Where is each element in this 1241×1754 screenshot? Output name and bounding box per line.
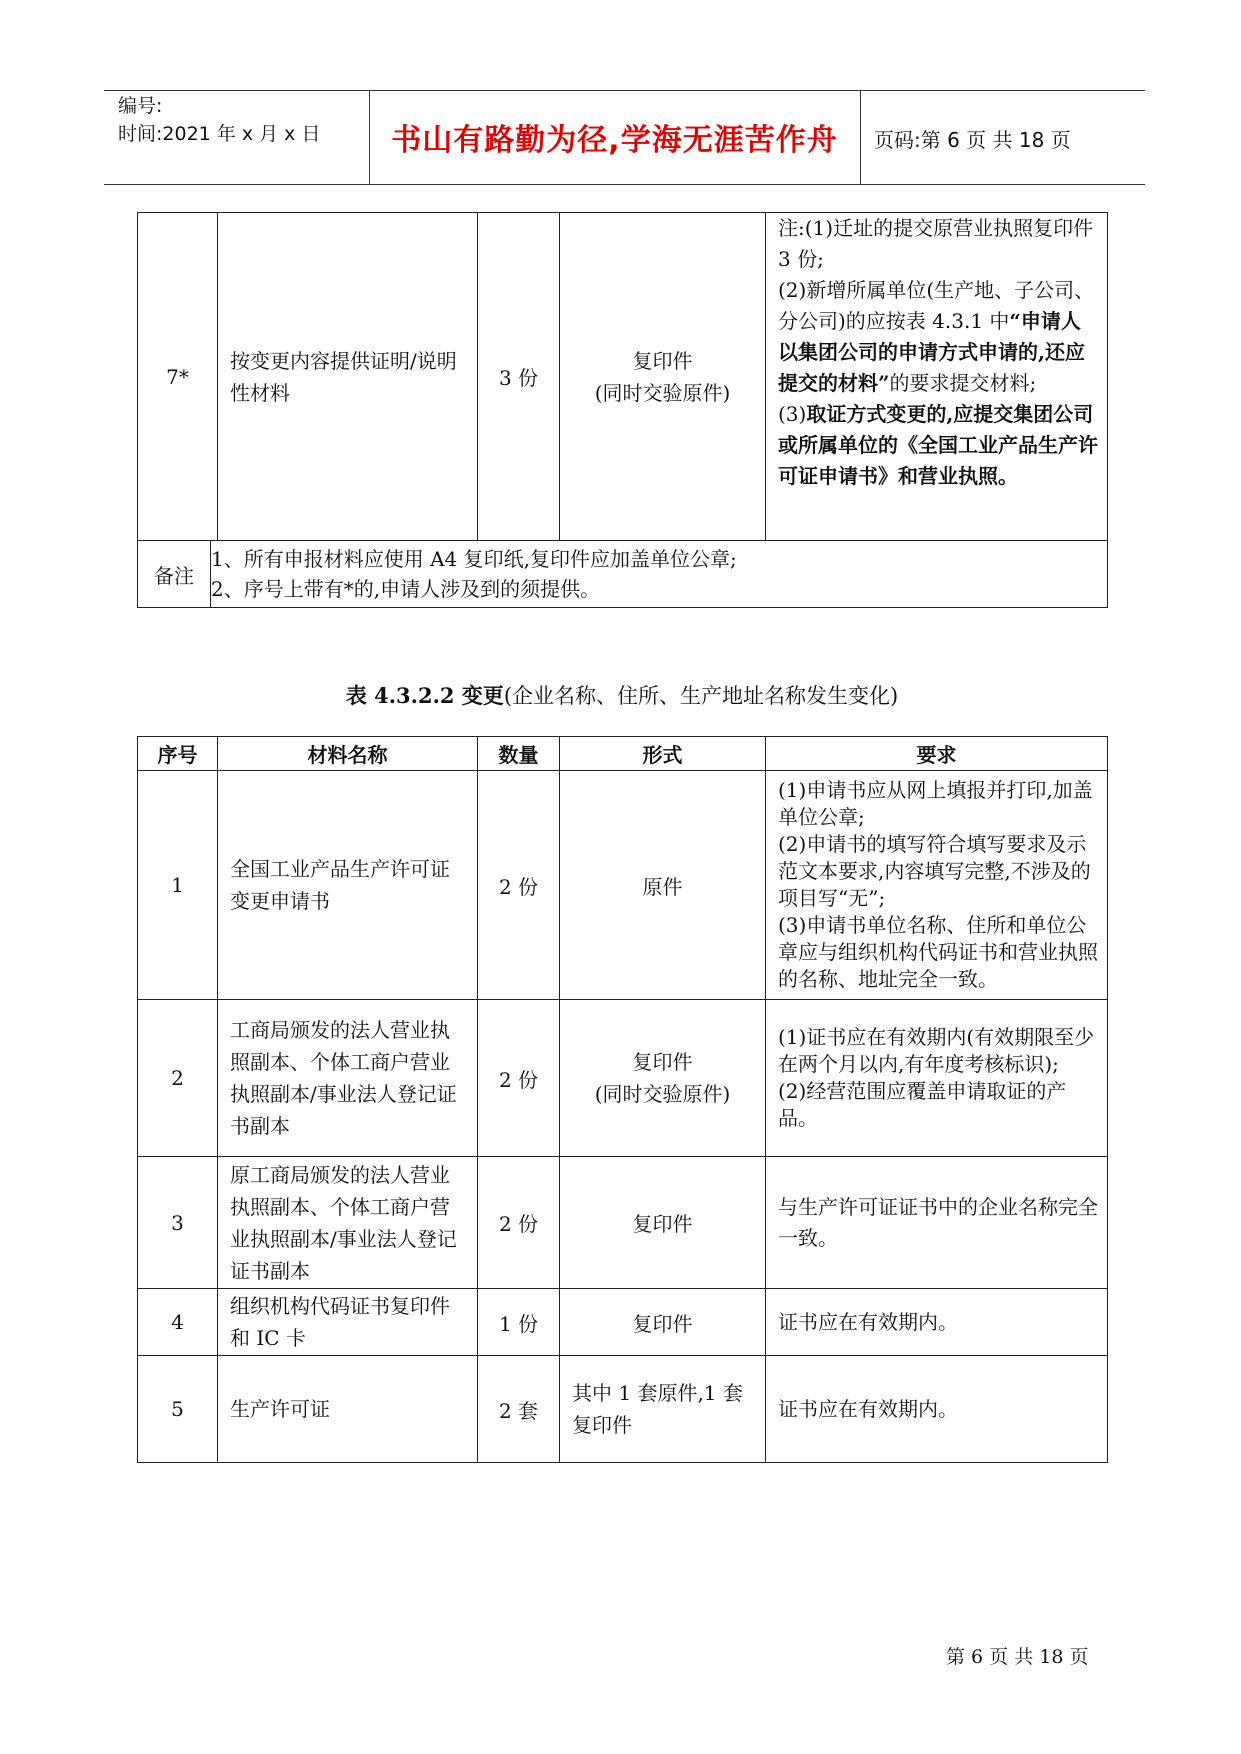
remarks-content — [211, 541, 1108, 608]
material-requirement — [766, 771, 1108, 1000]
header-number: 序号 — [138, 737, 218, 771]
header-bottom-rule — [104, 184, 1145, 185]
header-quantity: 数量 — [478, 737, 560, 771]
table-row — [138, 1289, 1108, 1356]
requirement-paragraph — [778, 399, 1099, 492]
material-name: 工商局颁发的法人营业执照副本、个体工商户营业执照副本/事业法人登记证书副本 — [218, 1000, 478, 1157]
material-requirement — [766, 1356, 1108, 1463]
material-requirement — [766, 1157, 1108, 1289]
header-divider-right — [860, 90, 861, 184]
row-number: 5 — [138, 1356, 218, 1463]
header-page-info: 页码:第 6 页 共 18 页 — [874, 128, 1071, 152]
form-line-1: 复印件 — [632, 348, 693, 373]
remarks-label: 备注 — [138, 541, 211, 608]
document-time-label: 时间:2021 年 x 月 x 日 — [118, 123, 321, 145]
material-form — [560, 213, 766, 541]
requirement-emphasis: 取证方式变更的,应提交集团公司或所属单位的《全国工业产品生产许可证申请书》和营业执照。 — [778, 402, 1098, 488]
material-name: 组织机构代码证书复印件和 IC 卡 — [218, 1289, 478, 1356]
material-quantity: 2 份 — [478, 1000, 560, 1157]
header-material-name: 材料名称 — [218, 737, 478, 771]
table-row — [138, 213, 1108, 541]
material-name: 原工商局颁发的法人营业执照副本、个体工商户营业执照副本/事业法人登记证书副本 — [218, 1157, 478, 1289]
table-row — [138, 1356, 1108, 1463]
requirement-text: (2)新增所属单位(生产地、子公司、分公司)的应按表 4.3.1 中 — [778, 278, 1095, 333]
header-form: 形式 — [560, 737, 766, 771]
material-requirement — [766, 1289, 1108, 1356]
row-number: 1 — [138, 771, 218, 1000]
form-line-1: 复印件 — [632, 1050, 693, 1074]
header-requirement: 要求 — [766, 737, 1108, 771]
table-title-description: (企业名称、住所、生产地址名称发生变化) — [503, 684, 899, 708]
material-requirement — [766, 213, 1108, 541]
material-form: 复印件 — [560, 1289, 766, 1356]
requirement-item: (2)经营范围应覆盖申请取证的产品。 — [778, 1079, 1067, 1130]
row-number: 2 — [138, 1000, 218, 1157]
material-quantity: 2 份 — [478, 1157, 560, 1289]
material-quantity: 3 份 — [478, 213, 560, 541]
requirement-item: (1)申请书应从网上填报并打印,加盖单位公章; — [778, 778, 1093, 829]
material-name: 按变更内容提供证明/说明性材料 — [218, 213, 478, 541]
table-row — [138, 771, 1108, 1000]
requirement-paragraph: 注:(1)迁址的提交原营业执照复印件 3 份; — [778, 216, 1094, 271]
row-number: 7* — [138, 213, 218, 541]
row-number: 4 — [138, 1289, 218, 1356]
requirement-item: (1)证书应在有效期内(有效期限至少在两个月以内,有年度考核标识); — [778, 1025, 1095, 1076]
document-number-label: 编号: — [118, 95, 163, 117]
requirement-text: (3) — [778, 402, 807, 426]
material-form: 复印件 — [560, 1157, 766, 1289]
remark-line: 2、序号上带有*的,申请人涉及到的须提供。 — [211, 577, 601, 601]
header-meta — [118, 92, 320, 148]
table-title — [137, 680, 1107, 710]
requirement-paragraph — [778, 275, 1099, 399]
table-title-number: 表 4.3.2.2 变更 — [345, 683, 504, 708]
requirement-item: 证书应在有效期内。 — [778, 1309, 958, 1334]
material-form: 其中 1 套原件,1 套复印件 — [560, 1356, 766, 1463]
requirement-item: 与生产许可证证书中的企业名称完全一致。 — [778, 1194, 1098, 1250]
material-quantity: 2 份 — [478, 771, 560, 1000]
material-quantity: 1 份 — [478, 1289, 560, 1356]
requirement-item: (3)申请书单位名称、住所和单位公章应与组织机构代码证书和营业执照的名称、地址完全一致。 — [778, 913, 1098, 991]
requirement-text: 的要求提交材料; — [889, 371, 1037, 395]
requirement-item: 证书应在有效期内。 — [778, 1396, 958, 1421]
table-row — [138, 1000, 1108, 1157]
header-motto: 书山有路勤为径,学海无涯苦作舟 — [391, 123, 838, 158]
table-header-row — [138, 737, 1108, 771]
row-number: 3 — [138, 1157, 218, 1289]
material-form — [560, 1000, 766, 1157]
material-name: 全国工业产品生产许可证变更申请书 — [218, 771, 478, 1000]
material-name: 生产许可证 — [218, 1356, 478, 1463]
material-requirement — [766, 1000, 1108, 1157]
form-line-2: (同时交验原件) — [594, 1082, 731, 1106]
requirement-emphasis: “申请人以集团公司的申请方式申请的,还应提交的材料” — [778, 309, 1085, 395]
form-line-2: (同时交验原件) — [594, 380, 731, 405]
remark-line: 1、所有申报材料应使用 A4 复印纸,复印件应加盖单位公章; — [211, 547, 737, 571]
change-materials-table — [137, 736, 1108, 1463]
material-form: 原件 — [560, 771, 766, 1000]
remarks-table — [137, 540, 1108, 608]
requirement-item: (2)申请书的填写符合填写要求及示范文本要求,内容填写完整,不涉及的项目写“无”; — [778, 832, 1091, 910]
table-row — [138, 1157, 1108, 1289]
page-footer: 第 6 页 共 18 页 — [946, 1646, 1089, 1668]
material-quantity: 2 套 — [478, 1356, 560, 1463]
remarks-row — [138, 541, 1108, 608]
continuation-table — [137, 212, 1108, 541]
